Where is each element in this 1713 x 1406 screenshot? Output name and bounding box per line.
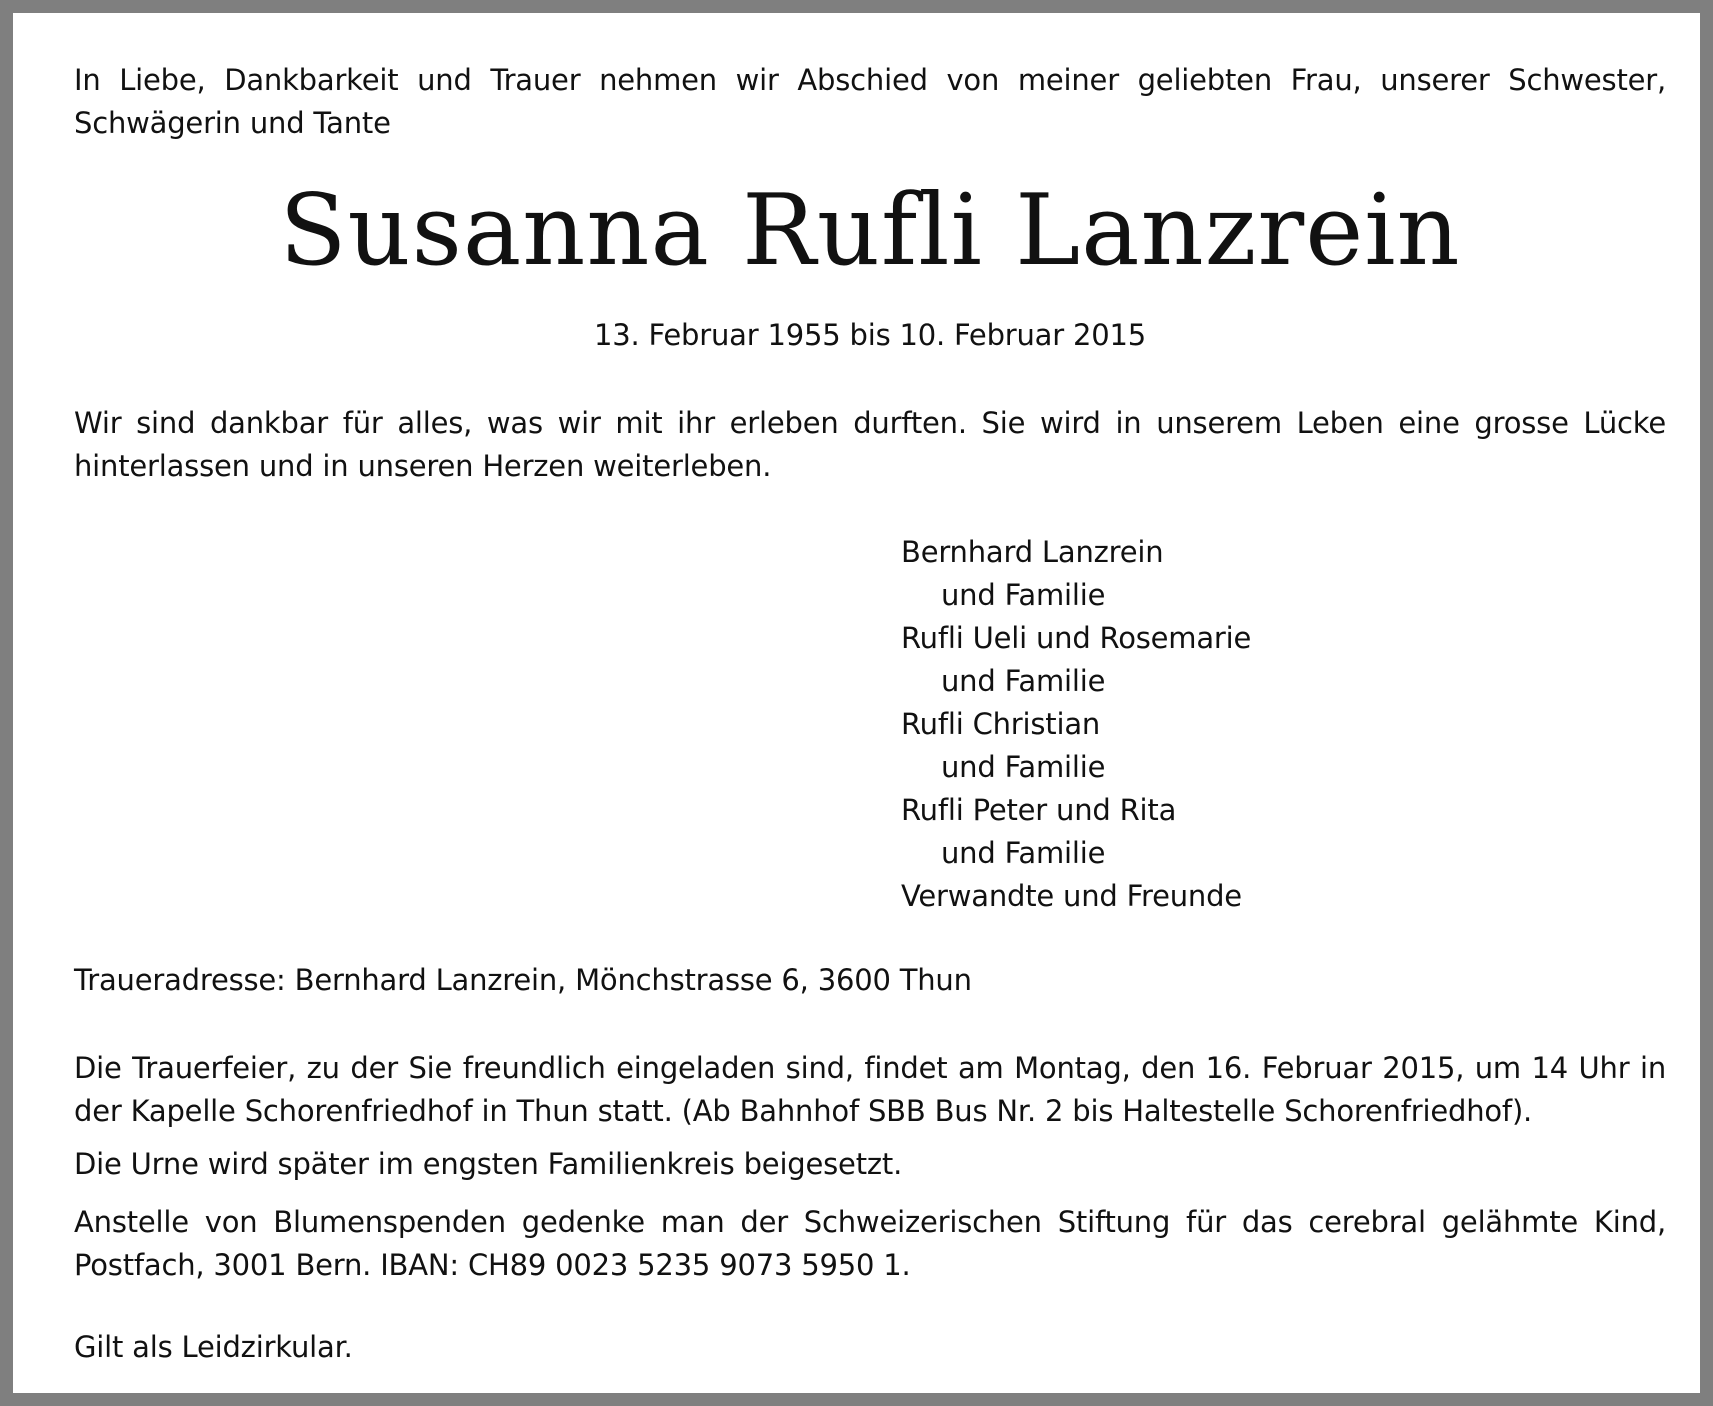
mourner-item: und Familie: [941, 836, 1106, 870]
deceased-name: Susanna Rufli Lanzrein: [279, 174, 1461, 288]
circular-note: Gilt als Leidzirkular.: [74, 1330, 353, 1364]
mourner-item: Verwandte und Freunde: [901, 879, 1242, 913]
donation-text: Anstelle von Blumenspenden gedenke man der Schweizerischen Stiftung für das cerebral gelähmte Kind, Postfach, 3001 Bern. IBAN: CH89 0023 5235 9073 5950 1.: [74, 1205, 1666, 1282]
mourning-address: Traueradresse: Bernhard Lanzrein, Mönchstrasse 6, 3600 Thun: [74, 963, 972, 997]
mourner-item: Rufli Christian: [901, 707, 1101, 741]
thanks-text: Wir sind dankbar für alles, was wir mit ihr erleben durften. Sie wird in unserem Leben eine grosse Lücke hinterlassen und in unseren Herzen weiterleben.: [74, 406, 1666, 483]
mourner-item: und Familie: [941, 750, 1106, 784]
mourner-item: Bernhard Lanzrein: [901, 535, 1164, 569]
mourner-item: Rufli Peter und Rita: [901, 793, 1177, 827]
mourner-item: und Familie: [941, 578, 1106, 612]
intro-text: In Liebe, Dankbarkeit und Trauer nehmen wir Abschied von meiner geliebten Frau, unserer Schwester, Schwägerin und Tante: [74, 63, 1666, 140]
urn-text: Die Urne wird später im engsten Familienkreis beigesetzt.: [74, 1147, 903, 1181]
mourner-item: Rufli Ueli und Rosemarie: [901, 621, 1252, 655]
mourners-list: [901, 531, 1251, 918]
mourner-item: und Familie: [941, 664, 1106, 698]
ceremony-text: Die Trauerfeier, zu der Sie freundlich eingeladen sind, findet am Montag, den 16. Februar 2015, um 14 Uhr in der Kapelle Schorenfriedhof in Thun statt. (Ab Bahnhof SBB Bus Nr. 2 bis Haltestelle Schorenfriedhof).: [74, 1051, 1666, 1128]
life-dates: 13. Februar 1955 bis 10. Februar 2015: [593, 318, 1146, 352]
